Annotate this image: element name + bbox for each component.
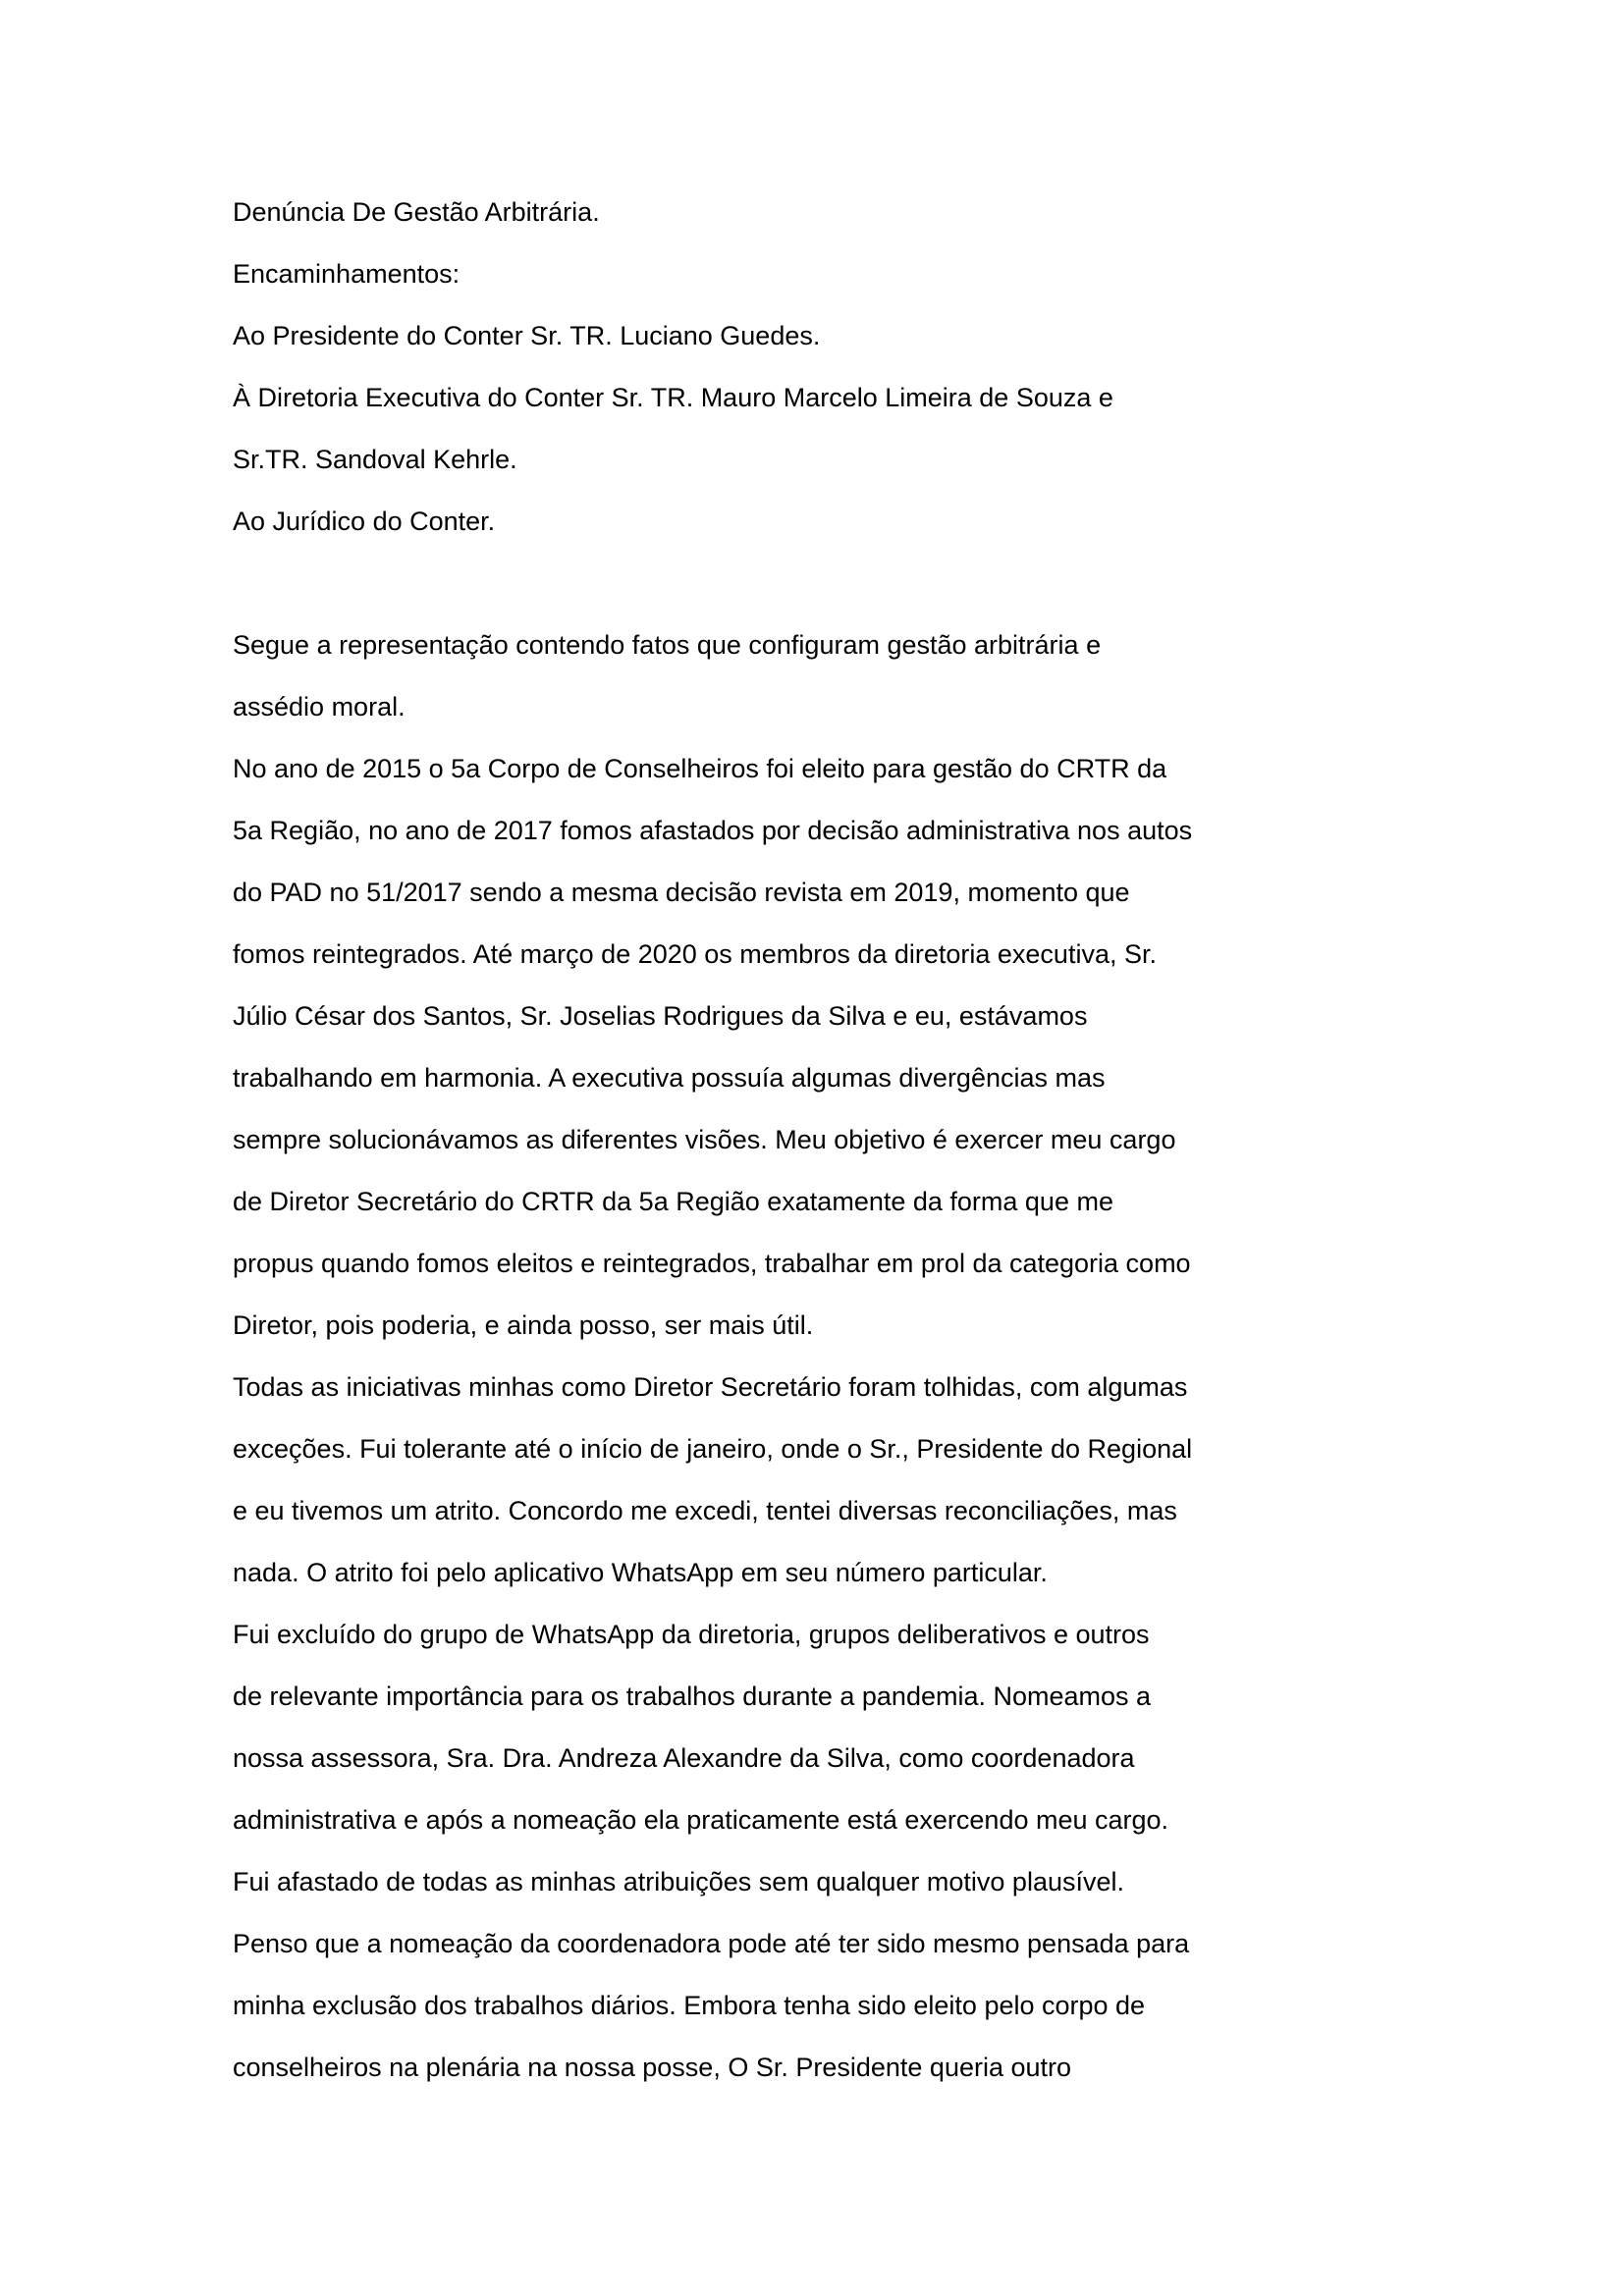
body-line: No ano de 2015 o 5a Corpo de Conselheiros foi eleito para gestão do CRTR da	[233, 754, 1167, 783]
body-line: minha exclusão dos trabalhos diários. Embora tenha sido eleito pelo corpo de	[233, 1991, 1146, 2020]
body-line: Penso que a nomeação da coordenadora pode até ter sido mesmo pensada para	[233, 1929, 1190, 1958]
body-line: de relevante importância para os trabalhos durante a pandemia. Nomeamos a	[233, 1682, 1152, 1711]
body-line: 5a Região, no ano de 2017 fomos afastados por decisão administrativa nos autos	[233, 816, 1193, 845]
body-line: Júlio César dos Santos, Sr. Joselias Rodrigues da Silva e eu, estávamos	[233, 1001, 1088, 1031]
document-title: Denúncia De Gestão Arbitrária.	[233, 197, 600, 227]
recipient-line: Ao Jurídico do Conter.	[233, 507, 496, 536]
document-body	[233, 625, 1313, 2109]
body-line: nada. O atrito foi pelo aplicativo WhatsApp em seu número particular.	[233, 1558, 1048, 1587]
body-line: do PAD no 51/2017 sendo a mesma decisão revista em 2019, momento que	[233, 878, 1130, 907]
routing-label: Encaminhamentos:	[233, 259, 460, 289]
document-header	[233, 192, 1313, 563]
body-line: nossa assessora, Sra. Dra. Andreza Alexandre da Silva, como coordenadora	[233, 1743, 1135, 1773]
body-line: administrativa e após a nomeação ela praticamente está exercendo meu cargo.	[233, 1805, 1169, 1835]
body-line: de Diretor Secretário do CRTR da 5a Região exatamente da forma que me	[233, 1187, 1113, 1216]
body-line: Todas as iniciativas minhas como Diretor Secretário foram tolhidas, com algumas	[233, 1372, 1188, 1402]
section-spacer	[233, 563, 1313, 625]
body-line: Fui afastado de todas as minhas atribuições sem qualquer motivo plausível.	[233, 1867, 1124, 1896]
body-line: Segue a representação contendo fatos que configuram gestão arbitrária e	[233, 630, 1102, 660]
document-text	[233, 192, 1313, 2109]
body-line: trabalhando em harmonia. A executiva possuía algumas divergências mas	[233, 1063, 1106, 1093]
body-line: conselheiros na plenária na nossa posse, O Sr. Presidente queria outro	[233, 2053, 1072, 2082]
body-line: exceções. Fui tolerante até o início de janeiro, onde o Sr., Presidente do Regional	[233, 1434, 1193, 1464]
body-line: fomos reintegrados. Até março de 2020 os membros da diretoria executiva, Sr.	[233, 939, 1157, 969]
body-line: Diretor, pois poderia, e ainda posso, ser mais útil.	[233, 1310, 814, 1340]
body-line: Fui excluído do grupo de WhatsApp da diretoria, grupos deliberativos e outros	[233, 1620, 1150, 1649]
body-line: assédio moral.	[233, 692, 406, 721]
recipient-line: Sr.TR. Sandoval Kehrle.	[233, 445, 517, 474]
body-line: e eu tivemos um atrito. Concordo me excedi, tentei diversas reconciliações, mas	[233, 1496, 1177, 1525]
recipient-line: Ao Presidente do Conter Sr. TR. Luciano Guedes.	[233, 321, 821, 350]
body-line: sempre solucionávamos as diferentes visões. Meu objetivo é exercer meu cargo	[233, 1125, 1176, 1154]
recipient-line: À Diretoria Executiva do Conter Sr. TR. Mauro Marcelo Limeira de Souza e	[233, 383, 1113, 412]
body-line: propus quando fomos eleitos e reintegrados, trabalhar em prol da categoria como	[233, 1249, 1191, 1278]
